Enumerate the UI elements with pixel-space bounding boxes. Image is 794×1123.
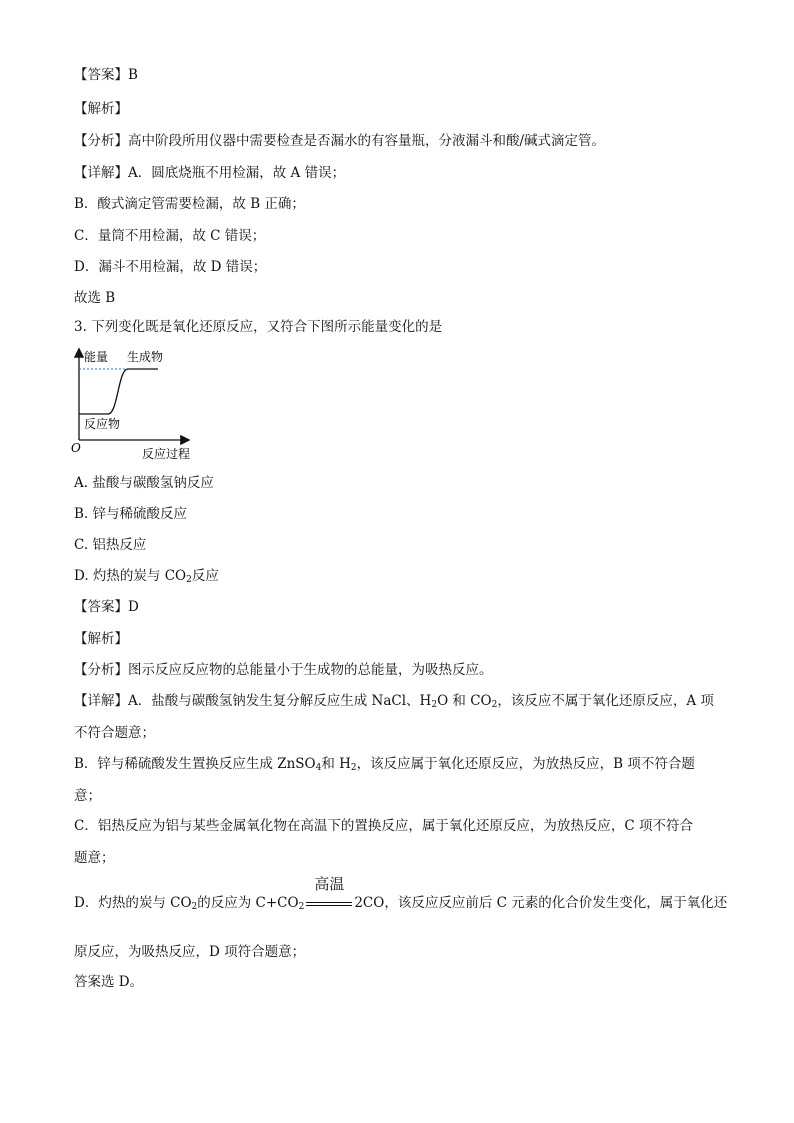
detail-d-3-line2: 原反应，为吸热反应，D 项符合题意； bbox=[74, 944, 306, 960]
detail-a-3-line1: 【详解】A．盐酸与碳酸氢钠发生复分解反应生成 NaCl、$H_2O$ 和 $CO_2$，该反应不属于氧化还原反应，A 项 bbox=[74, 693, 714, 710]
detail-c-3-line2: 题意； bbox=[74, 850, 115, 866]
high-temp-condition: 高温 bbox=[306, 898, 352, 910]
reactant-label: 反应物 bbox=[84, 417, 121, 431]
analysis-header-2: 【解析】 bbox=[74, 101, 128, 117]
answer-2: 【答案】B bbox=[74, 67, 138, 83]
detail-d-3-line1: D．灼热的炭与 $CO_2$的反应为 $C+CO_2$ 高温 2CO，该反应反应前后 C 元素的化合价发生变化，属于氧化还 bbox=[74, 874, 728, 912]
conclusion-3: 答案选 D。 bbox=[74, 974, 144, 990]
fenxi-2: 【分析】高中阶段所用仪器中需要检查是否漏水的有容量瓶，分液漏斗和酸/碱式滴定管。 bbox=[74, 133, 606, 149]
detail-c-2: C．量筒不用检漏，故 C 错误； bbox=[74, 228, 266, 244]
detail-b-3-line2: 意； bbox=[74, 788, 101, 804]
y-axis-label: 能量 bbox=[84, 350, 109, 364]
conclusion-2: 故选 B bbox=[74, 290, 116, 306]
product-label: 生成物 bbox=[127, 350, 164, 364]
energy-curve bbox=[79, 369, 158, 414]
detail-b-3-line1: B．锌与稀硫酸发生置换反应生成 ZnSO$_4$和 $H_2$，该反应属于氧化还原反应，为放热反应，B 项不符合题 bbox=[74, 756, 695, 773]
fenxi-3: 【分析】图示反应反应物的总能量小于生成物的总能量，为吸热反应。 bbox=[74, 662, 493, 678]
option-b: B. 锌与稀硫酸反应 bbox=[74, 506, 188, 522]
analysis-header-3: 【解析】 bbox=[74, 631, 128, 647]
question-3-stem: 3. 下列变化既是氧化还原反应，又符合下图所示能量变化的是 bbox=[74, 319, 443, 335]
option-c: C. 铝热反应 bbox=[74, 537, 147, 553]
detail-a-2: 【详解】A．圆底烧瓶不用检漏，故 A 错误； bbox=[74, 165, 346, 181]
detail-a-3-line2: 不符合题意； bbox=[74, 725, 155, 741]
detail-b-2: B．酸式滴定管需要检漏，故 B 正确； bbox=[74, 196, 305, 212]
option-a: A. 盐酸与碳酸氢钠反应 bbox=[74, 475, 214, 491]
energy-diagram bbox=[70, 344, 200, 462]
option-d: D. 灼热的炭与 $CO_2$反应 bbox=[74, 568, 219, 585]
detail-d-2: D．漏斗不用检漏，故 D 错误； bbox=[74, 259, 267, 275]
origin-label: O bbox=[71, 441, 81, 455]
answer-3: 【答案】D bbox=[74, 599, 139, 615]
x-axis-label: 反应过程 bbox=[142, 447, 191, 461]
detail-c-3-line1: C．铝热反应为铝与某些金属氧化物在高温下的置换反应，属于氧化还原反应，为放热反应，C 项不符合 bbox=[74, 818, 693, 834]
